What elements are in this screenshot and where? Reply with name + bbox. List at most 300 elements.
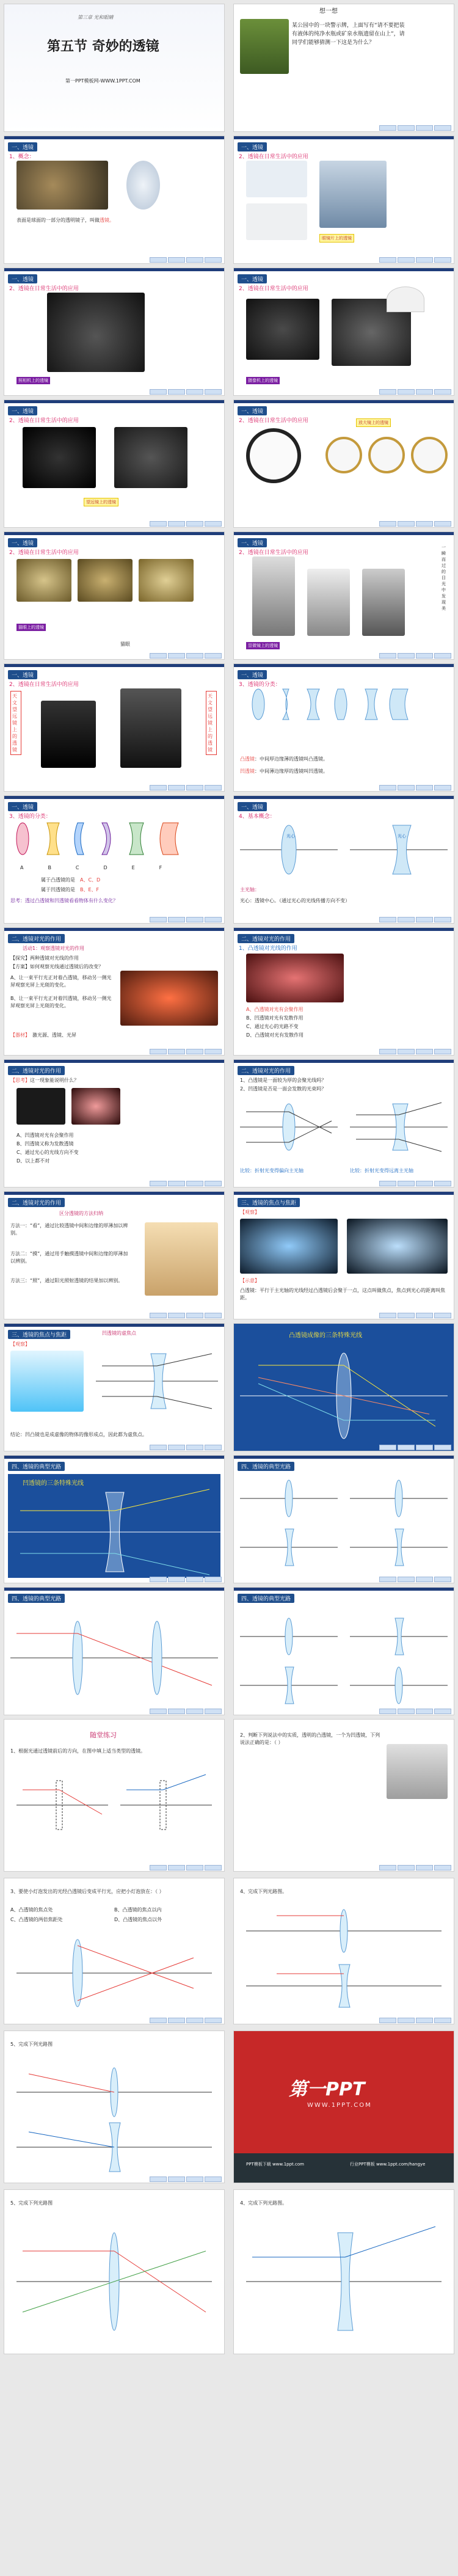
center-note: 光心：透镜中心。（通过光心的光线传播方向不变） [240,898,350,903]
section-label: 一、透镜 [8,802,37,811]
section-label: 一、透镜 [8,670,37,679]
nav-menu-button[interactable] [416,1049,433,1054]
nav-prev-button[interactable] [379,1865,396,1870]
nav-next-button[interactable] [398,1049,415,1054]
telescope-photo-2 [120,688,181,768]
nav-menu-button[interactable] [416,521,433,527]
practice-q4-slide [233,1878,454,2024]
nav-back-button[interactable] [434,1577,451,1582]
question-1: 1、凸透镜是一面较为厚的会聚光线吗？ [240,1078,327,1083]
nav-back-button[interactable] [434,653,451,659]
optical-center-label-2: 光心 [398,834,406,839]
nav-prev-button[interactable] [379,2018,396,2023]
nav-next-button[interactable] [168,1865,185,1870]
nav-back-button[interactable] [434,1709,451,1714]
nav-prev-button[interactable] [150,2018,167,2023]
section-label: 四、透镜的典型光路 [238,1594,294,1603]
subsection-label: 2、透镜在日常生活中的应用 [239,154,308,160]
note-convex: 比较：折射光变得偏向主光轴 [240,1168,304,1173]
virtual-focus-diagram [96,1351,218,1412]
nav-prev-button[interactable] [379,521,396,527]
glasses-photo-3 [246,203,307,240]
convex-definition: 凸透镜：中间厚边缘薄的透镜叫凸透镜。 [240,756,328,762]
subsection-label: 2、透镜在日常生活中的应用 [239,550,308,556]
nav-back-button[interactable] [434,521,451,527]
practice-slide [4,1719,225,1872]
nav-menu-button[interactable] [186,1445,203,1450]
nav-prev-button[interactable] [379,785,396,790]
nav-menu-button[interactable] [186,257,203,263]
concave-definition: 凹透镜：中间薄边缘厚的透镜叫凹透镜。 [240,768,328,774]
vertical-note: 一瞬而过的目光中发现美 [442,545,446,611]
nav-next-button[interactable] [398,917,415,922]
typical-paths-slide [233,1455,454,1583]
nav-prev-button[interactable] [150,785,167,790]
peephole-slide [4,531,225,660]
nav-back-button[interactable] [434,125,451,131]
focus-photo-2 [347,1219,448,1274]
observe-label: 【观察】 [10,1341,30,1347]
nav-prev-button[interactable] [379,1577,396,1582]
nav-back-button[interactable] [434,917,451,922]
video-slide [233,268,454,396]
nav-next-button[interactable] [398,1577,415,1582]
section-label: 一、透镜 [238,802,267,811]
subsection-label: 2、透镜在日常生活中的应用 [9,550,79,556]
binocular-slide [4,400,225,528]
method-3: 方法三：“照”，通过阳光照射透镜的结果加以辨别。 [10,1278,123,1283]
q3-option-c[interactable]: C、凸透镜的两倍焦距处 [10,1917,63,1922]
lens-letters: ABCDEF [20,865,187,870]
nav-menu-button[interactable] [416,257,433,263]
microscope-photo-2 [307,569,350,636]
nav-menu-button[interactable] [416,1181,433,1186]
nav-prev-button[interactable] [379,1181,396,1186]
nav-back-button[interactable] [434,2018,451,2023]
nav-back-button[interactable] [434,1865,451,1870]
section-label: 一、透镜 [238,670,267,679]
nav-menu-button[interactable] [416,389,433,395]
compare-slide [233,1059,454,1188]
nav-menu-button[interactable] [416,1865,433,1870]
binocular-photo-1 [23,427,96,488]
nav-back-button[interactable] [205,1709,222,1714]
section-label: 二、透镜对光的作用 [238,934,294,943]
camera-tag: 照相机上的透镜 [16,377,50,384]
microscope-photo-1 [252,556,295,636]
nav-back-button[interactable] [205,1865,222,1870]
focus-observe: 【观察】 [240,1210,260,1215]
optical-axis-diagram [234,819,454,880]
nav-menu-button[interactable] [186,1181,203,1186]
practice-q2-slide [233,1719,454,1872]
choice-d: D、以上都不对 [16,1158,50,1164]
nav-prev-button[interactable] [150,1709,167,1714]
section-label: 二、透镜对光的作用 [8,1198,65,1207]
nav-back-button[interactable] [205,1577,222,1582]
nav-menu-button[interactable] [186,1709,203,1714]
nav-back-button[interactable] [205,389,222,395]
security-camera-photo [387,286,424,312]
microscope-slide [233,531,454,660]
nav-next-button[interactable] [398,785,415,790]
think-line: 【思考】这一现象能说明什么？ [10,1078,79,1083]
section-label: 四、透镜的典型光路 [8,1462,65,1471]
final-q5: 5、完成下列光路图 [10,2200,53,2206]
nav-prev-button[interactable] [150,917,167,922]
virtual-focus-photo [10,1351,84,1412]
nav-next-button[interactable] [398,1445,415,1450]
nav-prev-button[interactable] [150,1181,167,1186]
telescope-photo-1 [41,701,96,768]
nav-menu-button[interactable] [186,389,203,395]
think-body: 某公园中的一块警示牌，上面写有“请不要把装有液体的纯净水瓶或矿泉水瓶遗留在山上”，请同学们能够猜测一下这是为什么？ [292,23,405,46]
terms-slide [233,795,454,924]
activity-title: 活动1：观察透镜对光的作用 [23,946,85,951]
section-label: 一、透镜 [8,538,37,547]
section-label: 一、透镜 [238,406,267,415]
subsection-label: 2、透镜在日常生活中的应用 [9,286,79,292]
end-url[interactable]: WWW.1PPT.COM [307,2102,372,2109]
section-label: 一、透镜 [8,274,37,283]
pick-b: B、凹透镜对光有发散作用 [246,1015,304,1021]
nav-prev-button[interactable] [150,1049,167,1054]
focus-slide [233,1191,454,1319]
virtual-focus-title: 凹透镜的虚焦点 [102,1330,136,1336]
nav-prev-button[interactable] [150,2176,167,2182]
convex-rays-slide [233,1323,454,1451]
nav-next-button[interactable] [168,1313,185,1318]
nav-menu-button[interactable] [416,1577,433,1582]
subsection-label: 2、透镜在日常生活中的应用 [9,418,79,424]
nav-next-button[interactable] [168,785,185,790]
choice-a: A、凹透镜对光有会聚作用 [16,1133,74,1138]
typical-paths-diagram-2 [4,1606,224,1710]
concave-rays-title: 凹透镜的三条特殊光线 [23,1480,84,1487]
binocular-tag: 望远镜上的透镜 [84,498,118,506]
nav-menu-button[interactable] [416,653,433,659]
practice-title: 随堂练习 [90,1731,117,1739]
magnifier-slide [233,400,454,528]
nav-next-button[interactable] [168,521,185,527]
lens-collection-photo [16,161,108,210]
optical-center-label-1: 光心 [286,834,295,839]
cover-site: 第一PPT模板网-WWW.1PPT.COM [65,78,140,84]
chapter-label: 第三章 光和眼睛 [78,15,114,20]
nav-next-button[interactable] [398,1181,415,1186]
subsection-label: 1、凸透镜对光线的作用 [239,946,297,952]
peephole-caption: 猫眼 [120,641,130,647]
end-footer [234,2153,454,2183]
nav-menu-button[interactable] [186,1865,203,1870]
nav-back-button[interactable] [434,785,451,790]
camera-photo [47,293,145,372]
convex-effect-slide [233,927,454,1056]
nav-next-button[interactable] [398,389,415,395]
section-label: 一、透镜 [238,142,267,151]
final-q4: 4、完成下列光路图。 [240,2200,288,2206]
lens-types-slide [233,663,454,792]
nav-next-button[interactable] [398,2018,415,2023]
nav-next-button[interactable] [398,257,415,263]
camera-slide [4,268,225,396]
magnifier-photo-4 [411,437,448,473]
subsection-label: 2、透镜在日常生活中的应用 [239,418,308,424]
nav-prev-button[interactable] [150,1445,167,1450]
laser-photo [120,971,218,1026]
nav-menu-button[interactable] [186,653,203,659]
practice-q1-diagram [10,1768,218,1842]
convex-laser-photo [246,954,344,1002]
park-sign-photo [240,19,289,74]
option-b: B、让一束平行光正对着凹透镜，移动另一侧光屏观察光屏上光斑的变化。 [10,996,112,1009]
nav-next-button[interactable] [168,1577,185,1582]
section-label: 一、透镜 [238,274,267,283]
peephole-tag: 猫眼上的透镜 [16,624,46,631]
final-diagram-2 [240,2214,448,2349]
practice-q3: 3、要使小灯泡发出的光经凸透镜后变成平行光，应把小灯泡放在：（ ） [10,1889,164,1894]
nav-prev-button[interactable] [150,1313,167,1318]
magnifier-photo-1 [246,428,301,483]
concave-laser-photo-1 [16,1088,65,1125]
section-label: 四、透镜的典型光路 [8,1594,65,1603]
effect-activity-slide [4,927,225,1056]
nav-menu-button[interactable] [416,917,433,922]
nav-next-button[interactable] [168,2176,185,2182]
convex-rays-diagram [234,1341,454,1451]
nav-prev-button[interactable] [379,125,396,131]
nav-prev-button[interactable] [379,1709,396,1714]
subsection-label: 3、透镜的分类： [9,814,51,820]
nav-back-button[interactable] [434,1181,451,1186]
nav-back-button[interactable] [434,257,451,263]
final-slide-left [4,2189,225,2354]
nav-next-button[interactable] [168,257,185,263]
glasses-slide [233,136,454,264]
nav-back-button[interactable] [205,1313,222,1318]
nav-menu-button[interactable] [186,917,203,922]
nav-menu-button[interactable] [416,2018,433,2023]
nav-menu-button[interactable] [416,785,433,790]
nav-next-button[interactable] [168,1049,185,1054]
concave-rays-diagram [8,1486,220,1578]
method-title: 区分透镜的方法归纳 [59,1211,103,1216]
subsection-label: 4、基本概念： [239,814,275,820]
virtual-focus-slide [4,1323,225,1451]
nav-menu-button[interactable] [186,521,203,527]
nav-back-button[interactable] [205,785,222,790]
nav-back-button[interactable] [205,1049,222,1054]
section-label: 一、透镜 [238,538,267,547]
nav-next-button[interactable] [168,2018,185,2023]
classify-slide [4,795,225,924]
nav-back-button[interactable] [205,521,222,527]
question-line: 【方案】如何观察光线通过透镜后的改变？ [10,964,103,969]
telescope-right-label: 天文望远镜上的透镜 [206,691,217,755]
nav-prev-button[interactable] [150,1577,167,1582]
virtual-focus-conclusion: 结论：凹凸镜也是成虚像的物体的像形成点，因此都为虚焦点。 [10,1432,147,1437]
section-label: 四、透镜的典型光路 [238,1462,294,1471]
nav-next-button[interactable] [168,653,185,659]
peephole-photo-1 [16,559,71,602]
nav-menu-button[interactable] [416,1709,433,1714]
nav-prev-button[interactable] [150,1865,167,1870]
nav-next-button[interactable] [168,1445,185,1450]
focus-description: 凸透镜：平行于主光轴的光线经过凸透镜后会聚于一点，这点叫做焦点，焦点到光心的距离叫焦距。 [240,1288,445,1301]
option-a: A、让一束平行光正对着凸透镜，移动另一侧光屏观察光屏上光斑的变化。 [10,975,112,988]
magnifier-photo-2 [325,437,362,473]
nav-next-button[interactable] [398,1313,415,1318]
focus-show: 【示意】 [240,1278,260,1283]
nav-prev-button[interactable] [379,1049,396,1054]
choice-c: C、通过光心的光线方向不变 [16,1150,79,1155]
equipment-line: 【器材】 激光源、透镜、光屏 [10,1032,76,1038]
nav-menu-button[interactable] [416,1313,433,1318]
subsection-label: 1、概念： [9,154,35,160]
subsection-label: 2、透镜在日常生活中的应用 [9,682,79,688]
nav-next-button[interactable] [168,1181,185,1186]
think-question: 思考：透过凸透镜和凹透镜看看物体有什么变化？ [10,898,118,903]
nav-menu-button[interactable] [186,2176,203,2182]
concave-laser-photo-2 [71,1088,120,1125]
nav-back-button[interactable] [434,1445,451,1450]
nav-prev-button[interactable] [150,389,167,395]
practice-q2-image [387,1744,448,1799]
nav-back-button[interactable] [205,2176,222,2182]
nav-menu-button[interactable] [186,1049,203,1054]
nav-next-button[interactable] [398,125,415,131]
practice-q4-diagram [240,1900,448,2016]
nav-menu-button[interactable] [186,2018,203,2023]
final-slide-right [233,2189,454,2354]
glasses-tag: 眼镜片上的透镜 [319,234,354,243]
nav-prev-button[interactable] [379,389,396,395]
nav-menu-button[interactable] [186,1577,203,1582]
section-label: 一、透镜 [8,406,37,415]
concept-slide [4,136,225,264]
concave-rays-slide [4,1455,225,1583]
concept-body: 表面是球面的一部分的透明镜子，叫做透镜。 [16,217,114,223]
typical-paths-diagram-3 [234,1606,454,1710]
focus-photo-1 [240,1219,338,1274]
pick-a: A、凸透镜对光有会聚作用 [246,1007,304,1012]
concave-effect-slide [4,1059,225,1188]
q3-option-a[interactable]: A、凸透镜的焦点处 [10,1907,53,1913]
practice-q3-slide [4,1878,225,2024]
practice-q5-diagram [10,2056,218,2178]
section-label: 一、透镜 [8,142,37,151]
nav-prev-button[interactable] [379,917,396,922]
q3-option-d[interactable]: D、凸透镜的焦点以外 [114,1917,162,1922]
section-label: 二、透镜对光的作用 [238,1066,294,1075]
compare-ray-diagram [234,1096,454,1158]
method-2: 方法二：“摸”，通过用手触摸透镜中间和边缘的厚薄加以辨别。 [10,1251,128,1264]
nav-back-button[interactable] [205,2018,222,2023]
nav-prev-button[interactable] [150,257,167,263]
nav-next-button[interactable] [168,1709,185,1714]
section-label: 二、透镜对光的作用 [8,934,65,943]
pick-c: C、通过光心的光路不变 [246,1024,299,1029]
nav-next-button[interactable] [398,521,415,527]
end-link-2[interactable]: 行业PPT模板 www.1ppt.com/hangye [350,2162,426,2167]
microscope-photo-3 [362,569,405,636]
binocular-photo-2 [114,427,187,488]
nav-next-button[interactable] [168,917,185,922]
axis-label: 主光轴： [240,887,260,892]
nav-menu-button[interactable] [416,125,433,131]
practice-q2: 2、判断下列说法中的实质，透明的凸透镜，一个为凹透镜，下列说法正确的是：（ ） [240,1732,380,1745]
explore-line: 【探究】两种透镜对光线的作用 [10,955,79,961]
convex-rays-title: 凸透镜成像的三条特殊光线 [289,1332,362,1339]
practice-q1: 1、根据光通过透镜前后的方向，在图中填上适当类型的透镜。 [10,1748,146,1754]
practice-q5: 5、完成下列光路图 [10,2041,53,2047]
typical-paths-diagram [234,1474,454,1578]
nav-next-button[interactable] [398,1709,415,1714]
nav-back-button[interactable] [434,389,451,395]
nav-next-button[interactable] [168,389,185,395]
nav-menu-button[interactable] [186,785,203,790]
question-2: 2、凹透镜是否是一面会发散的光束吗？ [240,1086,327,1092]
nav-back-button[interactable] [434,1313,451,1318]
glasses-photo-2 [319,161,387,228]
note-concave: 比较：折射光变得远离主光轴 [350,1168,413,1173]
nav-next-button[interactable] [398,1865,415,1870]
final-diagram [10,2214,218,2349]
peephole-photo-3 [139,559,194,602]
nav-back-button[interactable] [205,1445,222,1450]
nav-back-button[interactable] [434,1049,451,1054]
nav-next-button[interactable] [398,653,415,659]
method-illustration [145,1222,218,1296]
magnifier-photo-3 [368,437,405,473]
method-slide [4,1191,225,1319]
nav-menu-button[interactable] [186,1313,203,1318]
nav-prev-button[interactable] [379,653,396,659]
q3-option-b[interactable]: B、凸透镜的焦点以内 [114,1907,162,1913]
subsection-label: 2、透镜在日常生活中的应用 [239,286,308,292]
end-link-1[interactable]: PPT模板下载 www.1ppt.com [246,2162,304,2167]
magnifier-tag: 放大镜上的透镜 [356,418,391,427]
nav-menu-button[interactable] [416,1445,433,1450]
nav-prev-button[interactable] [379,257,396,263]
telescope-left-label: 天文望远镜上的透镜 [10,691,21,755]
nav-prev-button[interactable] [379,1445,396,1450]
nav-back-button[interactable] [205,257,222,263]
video-tag: 摄像机上的透镜 [246,377,280,384]
practice-q4: 4、完成下列光路图。 [240,1889,288,1894]
section-label: 二、透镜对光的作用 [8,1066,65,1075]
think-slide [233,4,454,132]
cover-slide [4,4,225,132]
camcorder-photo [246,299,319,360]
nav-prev-button[interactable] [379,1313,396,1318]
peephole-photo-2 [78,559,133,602]
nav-prev-button[interactable] [150,521,167,527]
method-1: 方法一：“看”，通过比较透镜中间和边缘的厚薄加以辨别。 [10,1223,128,1236]
concave-answer: 属于凹透镜的是 B、E、F [41,887,100,892]
convex-answer: 属于凸透镜的是 A、C、D [41,877,101,883]
choice-b: B、凹透镜又称为发散透镜 [16,1141,74,1147]
nav-back-button[interactable] [205,653,222,659]
lens-stand-photo [126,161,160,210]
pick-d: D、凸透镜对光有发散作用 [246,1032,304,1038]
lens-shapes-diagram [234,686,454,753]
nav-prev-button[interactable] [150,653,167,659]
section-label: 三、透镜的焦点与焦距 [8,1330,70,1339]
nav-back-button[interactable] [205,1181,222,1186]
nav-back-button[interactable] [205,917,222,922]
end-card-slide [233,2031,454,2183]
